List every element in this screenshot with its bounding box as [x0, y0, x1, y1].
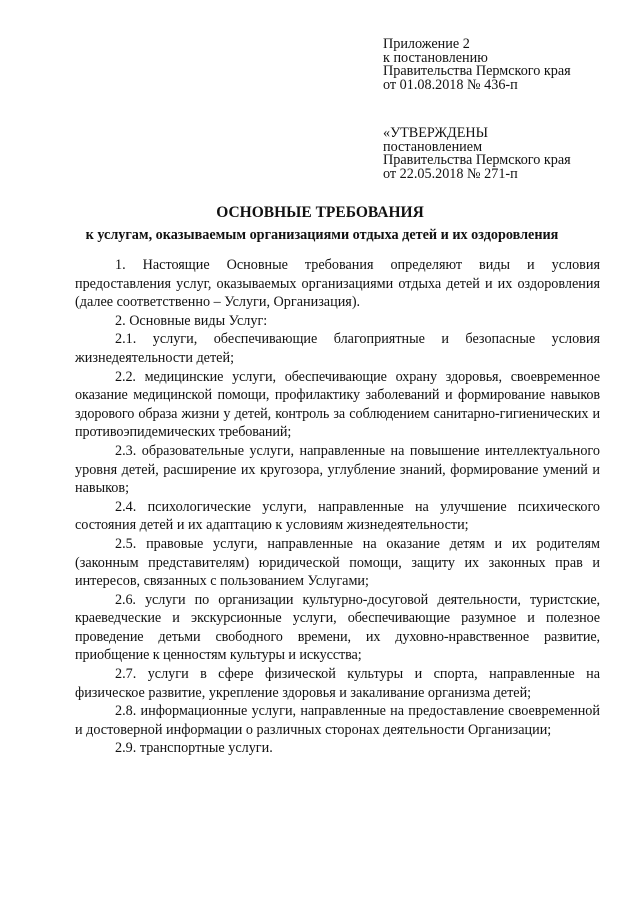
- paragraph-2-1: 2.1. услуги, обеспечивающие благоприятные и безопасные условия жизнедеятельности детей;: [75, 331, 600, 366]
- approved-government-name: Правительства Пермского края: [383, 152, 571, 169]
- appendix-number: Приложение 2: [383, 36, 470, 52]
- approved-reference-block: [383, 127, 623, 181]
- paragraph-2-7: 2.7. услуги в сфере физической культуры и спорта, направленные на физическое развитие, укрепление здоровья и закаливание организма детей;: [75, 666, 600, 701]
- paragraph-2: 2. Основные виды Услуг:: [115, 312, 268, 329]
- paragraph-2-6: 2.6. услуги по организации культурно-досуговой деятельности, туристские, краеведческие и экскурсионные услуги, обеспечивающие разумное и полезное проведение детьми свободного времени, их духовно-нравственное развитие, приобщение к ценностям культуры и искусства;: [75, 591, 600, 664]
- paragraph-2-4: 2.4. психологические услуги, направленные на улучшение психического состояния детей и их адаптацию к условиям жизнедеятельности;: [75, 498, 600, 534]
- paragraph-2-3: 2.3. образовательные услуги, направленные на повышение интеллектуального уровня детей, расширение их кругозора, углубление знаний, формирование умений и навыков;: [75, 442, 600, 497]
- paragraph-2-8: 2.8. информационные услуги, направленные на предоставление своевременной и достоверной информации о различных сторонах деятельности Организации;: [75, 703, 600, 738]
- paragraph-2-9: 2.9. транспортные услуги.: [115, 740, 273, 757]
- appendix-resolution-label: к постановлению: [383, 49, 488, 66]
- paragraph-2-2: 2.2. медицинские услуги, обеспечивающие охрану здоровья, своевременное оказание медицинской помощи, профилактику заболеваний и формирование навыков здорового образа жизни у детей, контроль за соблюдением санитарно-гигиенических и противоэпидемических требований;: [75, 368, 600, 441]
- document-title: ОСНОВНЫЕ ТРЕБОВАНИЯ: [216, 204, 424, 221]
- appendix-reference-block: [383, 38, 623, 92]
- approved-date-number: от 22.05.2018 № 271-п: [383, 165, 518, 182]
- approved-label: «УТВЕРЖДЕНЫ: [383, 125, 488, 141]
- document-body: [75, 256, 600, 758]
- appendix-date-number: от 01.08.2018 № 436-п: [383, 76, 518, 93]
- document-subtitle: к услугам, оказываемым организациями отдыха детей и их оздоровления: [85, 227, 559, 243]
- paragraph-1: 1. Настоящие Основные требования определяют виды и условия предоставления услуг, оказываемых организациями отдыха детей и их оздоровления (далее соответственно – Услуги, Организация).: [75, 257, 600, 311]
- approved-resolution-label: постановлением: [383, 138, 483, 155]
- appendix-government-name: Правительства Пермского края: [383, 63, 571, 80]
- paragraph-2-5: 2.5. правовые услуги, направленные на оказание детям и их родителям (законным представителям) юридической помощи, защиту их законных прав и интересов, связанных с пользованием Услугами;: [75, 535, 600, 590]
